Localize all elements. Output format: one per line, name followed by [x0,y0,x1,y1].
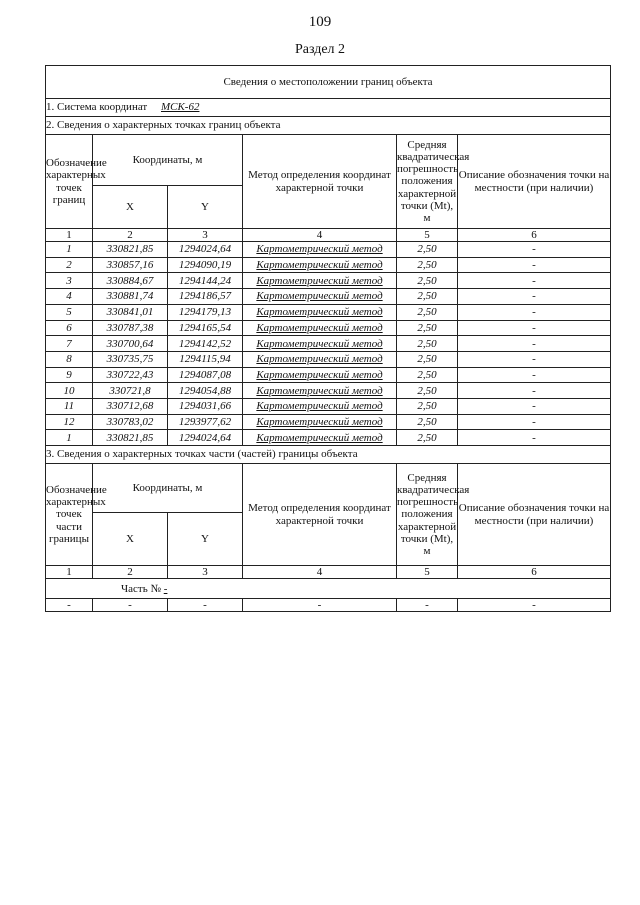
point-number: 2 [46,257,93,273]
point-number: 7 [46,336,93,352]
point-number: 11 [46,398,93,414]
table-row [46,242,611,258]
point-method: Картометрический метод [243,242,397,258]
part-label: Часть № [121,582,161,595]
point-x: 330735,75 [93,351,168,367]
point-y: 1294179,13 [168,304,243,320]
point-number: 9 [46,367,93,383]
col-number: 6 [458,229,611,242]
table-row [46,320,611,336]
empty-cell: - [243,599,397,612]
header-coords: Координаты, м [93,464,243,513]
point-method: Картометрический метод [243,398,397,414]
point-y: 1294165,54 [168,320,243,336]
point-y: 1294115,94 [168,351,243,367]
point-y: 1294144,24 [168,273,243,289]
empty-cell: - [168,599,243,612]
header-coords: Координаты, м [93,135,243,186]
table-row [46,367,611,383]
point-x: 330884,67 [93,273,168,289]
point-x: 330821,85 [93,430,168,446]
point-y: 1294090,19 [168,257,243,273]
point-x: 330712,68 [93,398,168,414]
col-number: 3 [168,229,243,242]
table-row [46,304,611,320]
point-desc: - [458,367,611,383]
point-error: 2,50 [397,273,458,289]
coordinate-system-value: МСК-62 [160,101,200,114]
point-y: 1294186,57 [168,289,243,305]
point-method: Картометрический метод [243,351,397,367]
table-row [46,414,611,430]
point-number: 8 [46,351,93,367]
part-number-row [46,579,611,599]
point-method: Картометрический метод [243,257,397,273]
col-number: 4 [243,566,397,579]
point-x: 330881,74 [93,289,168,305]
point-number: 5 [46,304,93,320]
col-number: 1 [46,566,93,579]
point-desc: - [458,398,611,414]
point-error: 2,50 [397,257,458,273]
point-x: 330821,85 [93,242,168,258]
point-y: 1294031,66 [168,398,243,414]
point-desc: - [458,320,611,336]
col-number: 2 [93,566,168,579]
empty-cell: - [458,599,611,612]
point-desc: - [458,273,611,289]
point-desc: - [458,383,611,399]
table-row [46,383,611,399]
point-method: Картометрический метод [243,273,397,289]
point-y: 1294024,64 [168,430,243,446]
point-number: 3 [46,273,93,289]
col-number: 3 [168,566,243,579]
header-x: X [93,186,168,229]
point-number: 6 [46,320,93,336]
point-error: 2,50 [397,430,458,446]
column-number-row [46,229,611,242]
point-error: 2,50 [397,242,458,258]
point-method: Картометрический метод [243,304,397,320]
table-row [46,273,611,289]
point-method: Картометрический метод [243,383,397,399]
point-y: 1294024,64 [168,242,243,258]
coordinate-system-label: 1. Система координат [46,101,148,114]
point-desc: - [458,304,611,320]
section-title: Раздел 2 [294,42,346,57]
point-method: Картометрический метод [243,336,397,352]
point-number: 12 [46,414,93,430]
points-section-title: 2. Сведения о характерных точках границ объекта [46,117,611,135]
point-error: 2,50 [397,304,458,320]
point-desc: - [458,289,611,305]
col-number: 2 [93,229,168,242]
point-number: 10 [46,383,93,399]
point-x: 330857,16 [93,257,168,273]
point-error: 2,50 [397,351,458,367]
col-number: 6 [458,566,611,579]
col-number: 1 [46,229,93,242]
table-row [46,336,611,352]
header-y: Y [168,513,243,566]
boundary-table [45,65,611,612]
point-method: Картометрический метод [243,430,397,446]
point-error: 2,50 [397,383,458,399]
coordinate-system-row [46,99,611,117]
point-desc: - [458,351,611,367]
point-x: 330783,02 [93,414,168,430]
header-method: Метод определения координат характерной точки [243,135,397,229]
point-method: Картометрический метод [243,414,397,430]
point-number: 1 [46,430,93,446]
point-y: 1294087,08 [168,367,243,383]
table-row [46,257,611,273]
part-value: - [163,582,168,595]
point-method: Картометрический метод [243,320,397,336]
point-y: 1294054,88 [168,383,243,399]
header-parts-col: Обозначение характерных точек части границы [46,464,93,566]
point-error: 2,50 [397,398,458,414]
point-error: 2,50 [397,320,458,336]
point-desc: - [458,336,611,352]
table-row [46,398,611,414]
col-number: 5 [397,566,458,579]
header-error: Средняя квадратическая погрешность положения характерной точки (Мt), м [397,135,458,229]
header-desc: Описание обозначения точки на местности (при наличии) [458,135,611,229]
table-row [46,599,611,612]
empty-cell: - [93,599,168,612]
header-error: Средняя квадратическая погрешность положения характерной точки (Мt), м [397,464,458,566]
point-x: 330787,38 [93,320,168,336]
point-number: 1 [46,242,93,258]
parts-section-title: 3. Сведения о характерных точках части (частей) границы объекта [46,446,611,464]
point-method: Картометрический метод [243,367,397,383]
table-banner: Сведения о местоположении границ объекта [46,66,611,99]
col-number: 4 [243,229,397,242]
empty-cell: - [397,599,458,612]
table-row [46,351,611,367]
point-error: 2,50 [397,414,458,430]
point-error: 2,50 [397,336,458,352]
point-y: 1294142,52 [168,336,243,352]
table-row [46,430,611,446]
header-points-col: Обозначение характерных точек границ [46,135,93,229]
empty-cell: - [46,599,93,612]
header-method: Метод определения координат характерной точки [243,464,397,566]
page-number: 109 [308,14,332,30]
point-error: 2,50 [397,367,458,383]
col-number: 5 [397,229,458,242]
point-desc: - [458,430,611,446]
point-desc: - [458,414,611,430]
point-number: 4 [46,289,93,305]
point-x: 330700,64 [93,336,168,352]
point-x: 330722,43 [93,367,168,383]
header-desc: Описание обозначения точки на местности (при наличии) [458,464,611,566]
point-x: 330721,8 [93,383,168,399]
point-x: 330841,01 [93,304,168,320]
point-error: 2,50 [397,289,458,305]
table-row [46,289,611,305]
point-desc: - [458,242,611,258]
point-y: 1293977,62 [168,414,243,430]
column-number-row [46,566,611,579]
point-method: Картометрический метод [243,289,397,305]
header-y: Y [168,186,243,229]
header-x: X [93,513,168,566]
point-desc: - [458,257,611,273]
